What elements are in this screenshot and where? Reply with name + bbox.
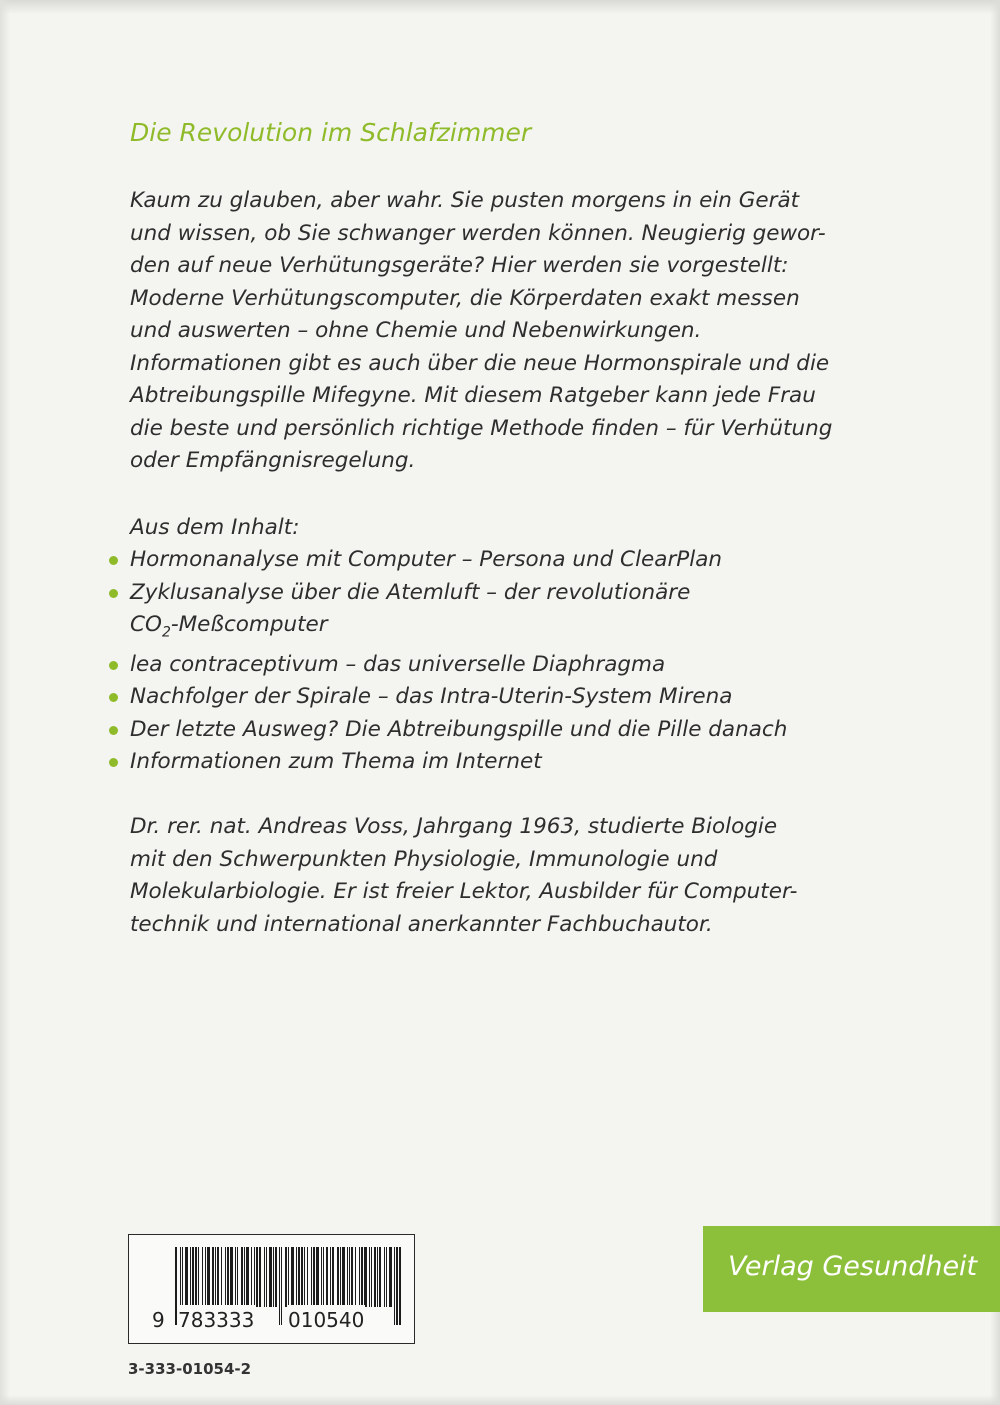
barcode-bar [389,1247,392,1307]
barcode-bar [221,1247,222,1307]
barcode-bar [269,1247,272,1307]
barcode-bar [225,1247,226,1307]
contents-item [130,714,787,747]
barcode-bar [195,1247,197,1307]
barcode-bar [198,1247,199,1307]
barcode-bar [185,1247,188,1307]
barcode-bar [273,1247,274,1307]
barcode-group-1: 783333 [177,1305,255,1335]
isbn-number: 3-333-01054-2 [128,1360,252,1378]
contents-list [130,544,787,779]
barcode-bar [379,1247,381,1307]
author-line: technik und international anerkannter Fachbuchautor. [130,911,713,937]
barcode-bar [254,1247,255,1307]
intro-line: Kaum zu glauben, aber wahr. Sie pusten morgens in ein Gerät [130,188,800,213]
contents-item-text: Hormonanalyse mit Computer – Persona und ClearPlan [130,547,723,572]
barcode-bar [288,1247,289,1307]
co2-prefix: CO [130,612,162,637]
cover-edge-bottom [0,1395,1000,1405]
barcode-bar [266,1247,267,1307]
barcode-bar [275,1247,277,1307]
barcode-bar [192,1247,194,1307]
barcode-bar [291,1247,294,1307]
barcode-bar [369,1247,370,1307]
barcode-bar [264,1247,265,1307]
author-line: Molekularbiologie. Er ist freier Lektor, Ausbilder für Computer- [130,879,798,904]
bullet-dot-icon [109,556,118,565]
contents-item-text: Der letzte Ausweg? Die Abtreibungspille und die Pille danach [130,716,788,742]
barcode-bar [361,1247,363,1307]
author-line: mit den Schwerpunkten Physiologie, Immunologie und [130,846,718,872]
intro-line: Abtreibungspille Mifegyne. Mit diesem Ratgeber kann jede Frau [130,383,816,408]
barcode-bar [230,1247,233,1307]
barcode-bar [205,1247,206,1307]
co2-subscript: 2 [161,624,171,641]
intro-line: die beste und persönlich richtige Methode finden – für Verhütung [130,415,833,441]
barcode-bar [316,1247,319,1307]
barcode-bar [311,1247,312,1307]
contents-item [130,681,787,714]
barcode-bar [330,1247,331,1307]
contents-item [130,649,787,682]
barcode-group-2: 010540 [287,1305,365,1335]
barcode-bar [251,1247,252,1307]
intro-line: Informationen gibt es auch über die neue Hormonspirale und die [130,350,830,376]
intro-line: oder Empfängnisregelung. [130,448,416,473]
bullet-dot-icon [109,758,118,767]
author-bio [130,811,797,941]
barcode-box [128,1234,415,1344]
barcode-bar [296,1247,297,1307]
barcode-bar [285,1247,287,1307]
barcode-first-digit: 9 [151,1305,166,1335]
barcode-bar [241,1247,243,1307]
bullet-dot-icon [109,589,118,598]
cover-edge-top [0,0,1000,14]
barcode-bar [340,1247,341,1307]
barcode-bar [386,1247,387,1307]
contents-item-text [130,612,328,641]
barcode-bar [301,1247,303,1307]
barcode-bar [364,1247,367,1307]
intro-paragraph [130,185,832,478]
cover-edge-left [0,0,10,1405]
barcode-bar [215,1247,216,1307]
contents-item [130,544,787,577]
barcode-bar [371,1247,372,1307]
barcode-bar [212,1247,214,1307]
barcode-bar [337,1247,339,1307]
barcode-bar [217,1247,219,1307]
barcode-bar [355,1247,356,1307]
barcode-bar [342,1247,345,1307]
barcode-bar [374,1247,376,1307]
barcode-bar [307,1247,308,1307]
contents-item-text: Zyklusanalyse über die Atemluft – der revolutionäre [130,579,691,605]
intro-line: und wissen, ob Sie schwanger werden können. Neugierig gewor- [130,220,826,246]
barcode-bar [349,1247,350,1307]
intro-line: den auf neue Verhütungsgeräte? Hier werden sie vorgestellt: [130,253,789,278]
intro-line: Moderne Verhütungscomputer, die Körperdaten exakt messen [130,285,800,311]
barcode-bar [256,1247,258,1307]
book-heading: Die Revolution im Schlafzimmer [130,118,532,147]
contents-item [130,746,787,779]
barcode-bar [384,1247,385,1307]
contents-item-text: Informationen zum Thema im Internet [130,749,542,775]
barcode-bar [332,1247,334,1307]
barcode-digits [129,1305,414,1335]
barcode-bar [237,1247,238,1307]
barcode-bar [259,1247,261,1307]
author-line: Dr. rer. nat. Andreas Voss, Jahrgang 1963, studierte Biologie [130,814,778,839]
barcode-bar [304,1247,305,1307]
barcode-bar [202,1247,203,1307]
bullet-dot-icon [109,693,118,702]
barcode-bar [190,1247,191,1307]
contents-item [130,577,787,649]
contents-item-text: Nachfolger der Spirale – das Intra-Uterin-System Mirena [130,684,733,710]
barcode-bar [323,1247,324,1307]
barcode-bar [235,1247,236,1307]
barcode-bar [347,1247,348,1307]
barcode-bar [351,1247,353,1307]
intro-line: und auswerten – ohne Chemie und Nebenwirkungen. [130,318,702,343]
barcode-bar [246,1247,249,1307]
barcode-bar [244,1247,245,1307]
co2-suffix: -Meßcomputer [170,612,328,637]
barcode-bar [377,1247,378,1307]
cover-edge-right [990,0,1000,1405]
barcode-bar [298,1247,300,1307]
barcode-bar [207,1247,210,1307]
barcode-bar [326,1247,328,1307]
contents-item-text: lea contraceptivum – das universelle Diaphragma [130,651,666,677]
contents-label: Aus dem Inhalt: [130,515,300,540]
bullet-dot-icon [109,661,118,670]
bullet-dot-icon [109,726,118,735]
barcode-bar [313,1247,315,1307]
publisher-name: Verlag Gesundheit [728,1251,978,1282]
barcode-bar [227,1247,229,1307]
publisher-banner [703,1226,1000,1312]
barcode-bar [359,1247,360,1307]
barcode-bar [321,1247,322,1307]
